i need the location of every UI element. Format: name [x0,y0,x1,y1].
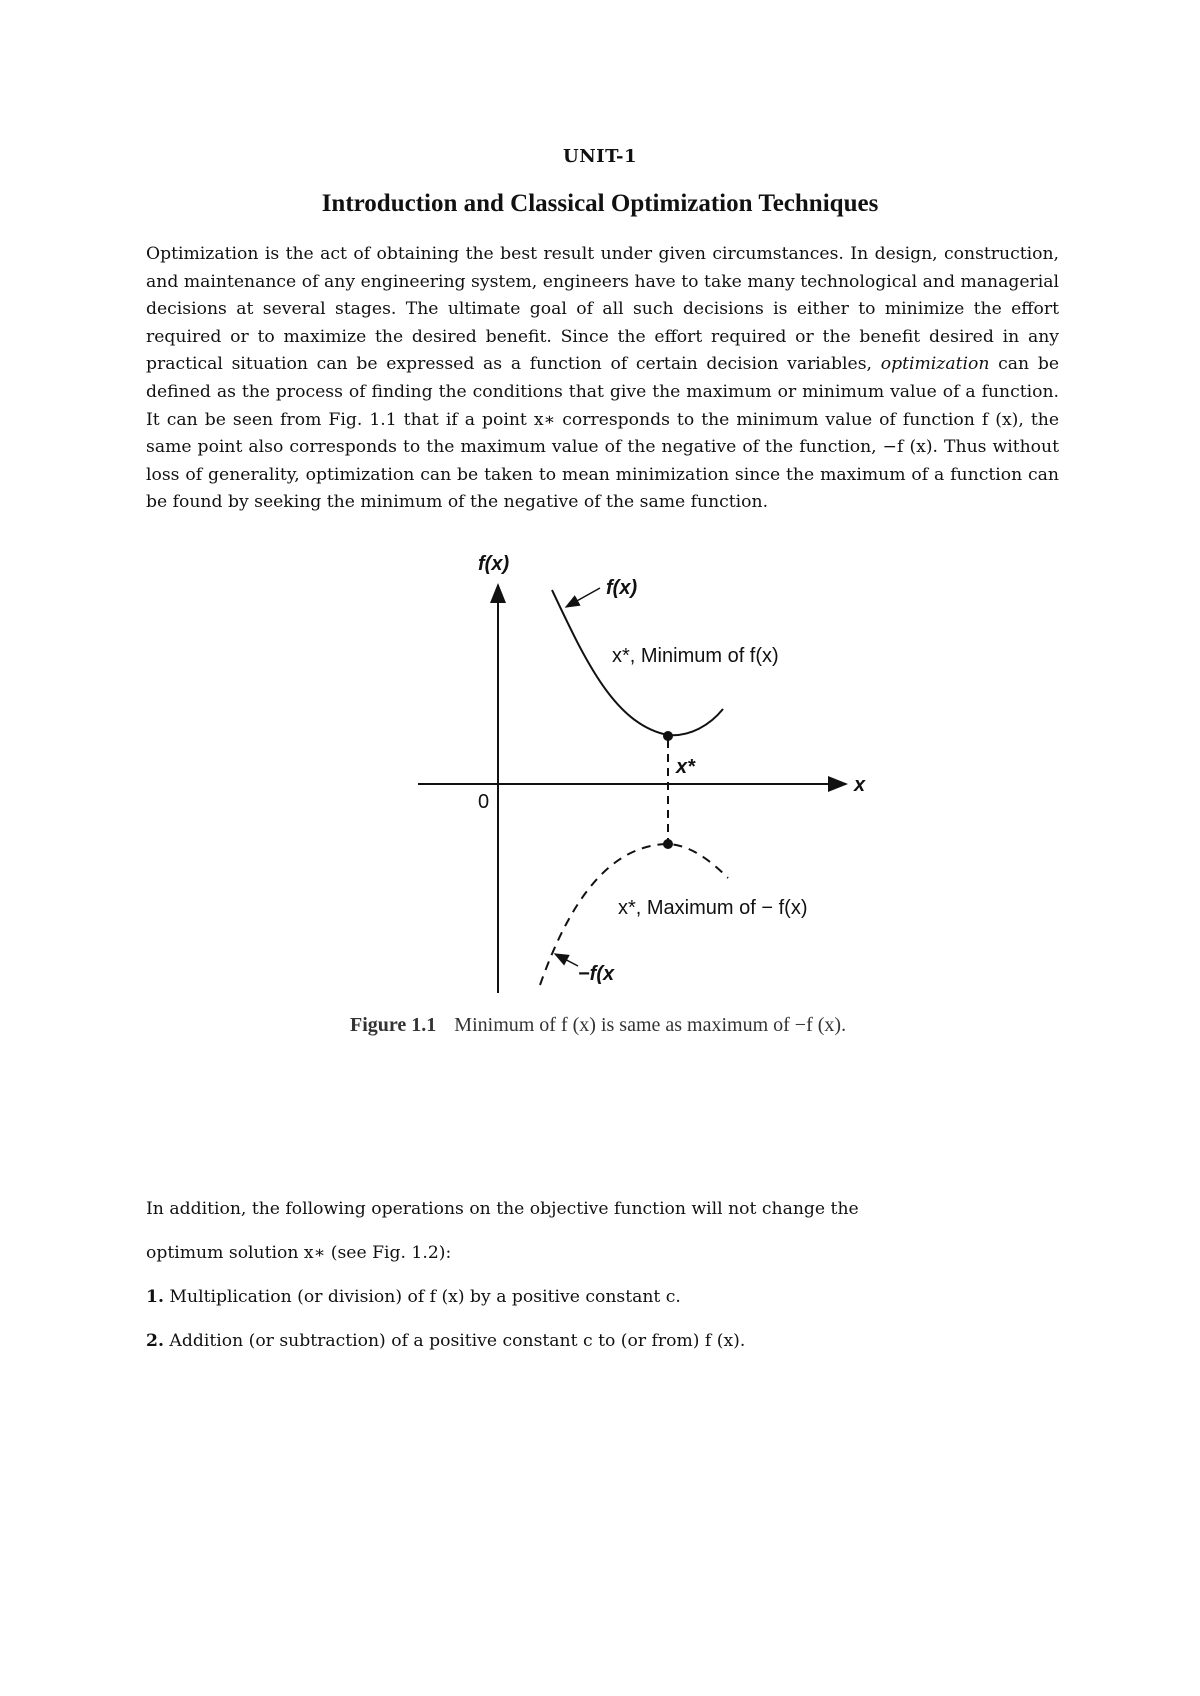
list-intro-line-1: In addition, the following operations on the objective function will not change the [146,1199,859,1219]
neg-f-curve-label: −f(x [578,963,615,985]
maximum-point [663,839,673,849]
f-label-pointer [566,588,600,607]
intro-emphasis: optimization [880,354,990,375]
minimum-point [663,731,673,741]
list-intro-line-2: optimum solution x∗ (see Fig. 1.2): [146,1243,452,1263]
list-item-number: 1. [146,1287,164,1307]
figure-caption-text: Minimum of f (x) is same as maximum of −f (x). [454,1014,847,1036]
list-item [146,1287,1059,1307]
maximum-label: x*, Maximum of − f(x) [618,897,808,919]
page-title: Introduction and Classical Optimization Techniques [321,190,879,217]
minimum-label: x*, Minimum of f(x) [612,645,779,667]
f-curve-label: f(x) [606,577,638,599]
intro-text-1: Optimization is the act of obtaining the best result under given circumstances. In design, construction, and maintenance of any engineering system, engineers have to take many technological and managerial decisions at several stages. The ultimate goal of all such decisions is either to minimize the effort required or to maximize the desired benefit. Since the effort required or the benefit desired in any practical situation can be expressed as a function of certain decision variables, [146,244,1059,375]
figure-1-1 [0,540,1200,1040]
neg-f-label-pointer [555,954,578,966]
list-item-text: Multiplication (or division) of f (x) by a positive constant c. [163,1287,681,1307]
list-item-number: 2. [146,1331,164,1351]
y-axis-label: f(x) [478,553,510,575]
figure-caption [350,1014,970,1037]
intro-paragraph [146,241,1059,517]
figure-number: Figure 1.1 [350,1014,437,1036]
intro-text-2: can be defined as the process of finding the conditions that give the maximum or minimum value of a function. It can be seen from Fig. 1.1 that if a point x∗ corresponds to the minimum value of function f (x), the same point also corresponds to the maximum value of the negative of the function, −f (x). Thus without loss of generality, optimization can be taken to mean minimization since the maximum of a function can be found by seeking the minimum of the negative of the same function. [146,354,1059,513]
list-item-text: Addition (or subtraction) of a positive constant c to (or from) f (x). [163,1331,746,1351]
x-axis-label: x [854,774,866,796]
unit-heading: UNIT-1 [563,146,637,167]
origin-label: 0 [478,791,490,813]
xstar-label: x* [676,756,695,778]
list-item [146,1331,1059,1351]
